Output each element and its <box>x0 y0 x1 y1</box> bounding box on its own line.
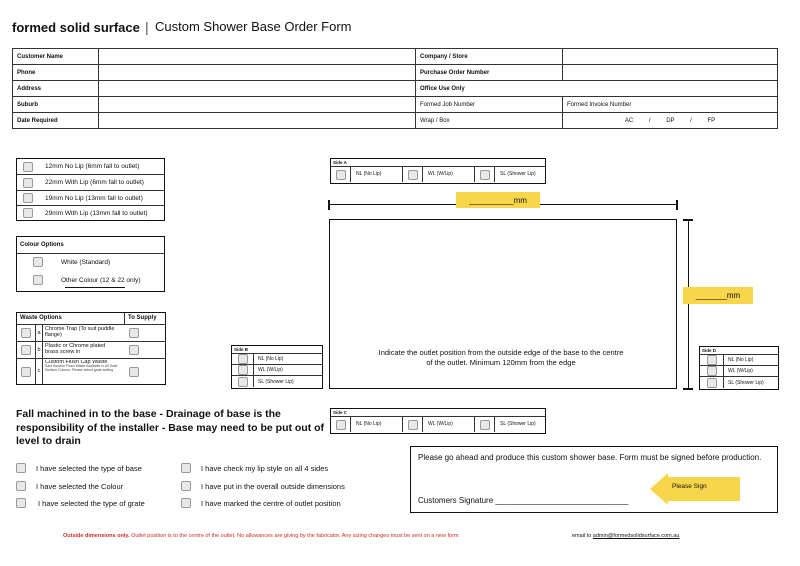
checkbox[interactable] <box>408 170 418 180</box>
checklist-item[interactable]: I have selected the type of grate <box>16 498 145 508</box>
checkbox[interactable] <box>16 481 26 491</box>
top-dimension-field[interactable]: __________mm <box>456 192 540 208</box>
checkbox[interactable] <box>238 377 248 387</box>
phone-label: Phone <box>13 65 99 81</box>
waste-options-title: Waste Options <box>17 313 125 325</box>
waste-option-row[interactable]: b Plastic or Chrome plated brass screw in <box>17 342 165 359</box>
footer-warning: Outside dimensions only. Outlet position is to the centre of the outlet. No allowances are giving by the fabricator. Any sizing changes must be sent on a new form <box>63 533 459 539</box>
dim-tick <box>683 388 693 390</box>
phone-field[interactable] <box>99 65 416 81</box>
checkbox[interactable] <box>480 170 490 180</box>
date-required-field[interactable] <box>99 113 416 129</box>
job-number-label: Formed Job Number <box>416 97 563 113</box>
checkbox[interactable] <box>707 378 717 388</box>
lip-option-row[interactable]: 19mm No Lip (13mm fall to outlet) <box>17 190 164 205</box>
checkbox[interactable] <box>336 170 346 180</box>
checkbox[interactable] <box>181 481 191 491</box>
waste-option-row[interactable]: a Chrome Trap (To suit puddle flange) <box>17 325 165 342</box>
checkbox[interactable] <box>480 420 490 430</box>
fp-code[interactable]: FP <box>707 117 716 124</box>
customer-info-table <box>12 48 778 129</box>
lip-option-row[interactable]: 12mm No Lip (6mm fall to outlet) <box>17 159 164 174</box>
side-b-table: Side B NL (No Lip) WL (W/Lip) SL (Shower Lip) <box>231 345 323 389</box>
checkbox[interactable] <box>33 257 43 267</box>
title-separator: | <box>145 19 149 35</box>
po-number-field[interactable] <box>563 65 778 81</box>
dim-tick <box>328 200 330 210</box>
waste-options-box <box>16 312 166 385</box>
dim-line <box>540 204 676 205</box>
address-label: Address <box>13 81 99 97</box>
address-field[interactable] <box>99 81 416 97</box>
checkbox[interactable] <box>16 463 26 473</box>
customer-name-label: Customer Name <box>13 49 99 65</box>
ac-code[interactable]: AC <box>624 117 634 124</box>
checkbox[interactable] <box>33 275 43 285</box>
checkbox[interactable] <box>21 367 31 377</box>
wrap-box-label: Wrap / Box <box>416 113 563 129</box>
dim-line <box>688 304 689 389</box>
colour-options-title: Colour Options <box>20 242 64 248</box>
side-a-table: Side A NL (No Lip) WL (W/Lip) SL (Shower Lip) <box>330 158 546 184</box>
finish-codes: AC / DP / FP <box>563 113 778 129</box>
dim-line <box>330 204 456 205</box>
outlet-instruction: Indicate the outlet position from the outside edge of the base to the centre of the outlet. Minimum 120mm from the edge <box>378 348 624 367</box>
right-dimension-field[interactable]: _______mm <box>683 287 753 304</box>
supply-checkbox[interactable] <box>129 345 139 355</box>
lip-options-box <box>16 158 165 221</box>
checkbox[interactable] <box>21 328 31 338</box>
checkbox[interactable] <box>181 463 191 473</box>
checkbox[interactable] <box>707 355 717 365</box>
suburb-field[interactable] <box>99 97 416 113</box>
waste-option-row[interactable]: c Custom Flush Cap Waste Said Surface Flush Waste Available in All Solid Surface Colours. Please select grate setting <box>17 359 165 384</box>
checkbox[interactable] <box>238 354 248 364</box>
colour-other-row[interactable]: Other Colour (12 & 22 only) <box>17 270 140 290</box>
checklist-item[interactable]: I have selected the type of base <box>16 463 142 473</box>
checkbox[interactable] <box>23 193 33 203</box>
signature-label: Customers Signature ________________________________ <box>418 496 629 505</box>
base-drawing-area[interactable] <box>329 219 677 389</box>
footer-email: email to admin@formedsolidsurface.com.au <box>572 533 680 539</box>
checkbox[interactable] <box>707 366 717 376</box>
checkbox[interactable] <box>23 178 33 188</box>
colour-options-box <box>16 236 165 292</box>
po-number-label: Purchase Order Number <box>416 65 563 81</box>
production-notice: Please go ahead and produce this custom shower base. Form must be signed before production. <box>418 453 762 462</box>
checklist-item[interactable]: I have put in the overall outside dimensions <box>181 481 345 491</box>
dim-tick <box>676 200 678 210</box>
side-c-table: Side C NL (No Lip) WL (W/Lip) SL (Shower Lip) <box>330 408 546 434</box>
lip-option-row[interactable]: 29mm With Lip (13mm fall to outlet) <box>17 205 164 220</box>
drainage-notice: Fall machined in to the base - Drainage of base is the responsibility of the installer - Base may need to be put out of level to drain <box>16 408 325 448</box>
office-use-label: Office Use Only <box>416 81 778 97</box>
company-label: Company / Store <box>416 49 563 65</box>
checkbox[interactable] <box>21 345 31 355</box>
company-field[interactable] <box>563 49 778 65</box>
checkbox[interactable] <box>23 162 33 172</box>
email-link[interactable]: admin@formedsolidsurface.com.au <box>592 533 680 539</box>
date-required-label: Date Required <box>13 113 99 129</box>
checkbox[interactable] <box>238 365 248 375</box>
supply-checkbox[interactable] <box>129 367 139 377</box>
colour-white-row[interactable]: White (Standard) <box>17 253 164 270</box>
side-d-table: Side D NL (No Lip) WL (W/Lip) SL (Shower Lip) <box>699 346 779 390</box>
dp-code[interactable]: DP <box>666 117 675 124</box>
supply-checkbox[interactable] <box>129 328 139 338</box>
page-title: Custom Shower Base Order Form <box>155 19 352 34</box>
customer-name-field[interactable] <box>99 49 416 65</box>
please-sign-label: Please Sign <box>672 483 707 490</box>
checkbox[interactable] <box>181 498 191 508</box>
to-supply-title: To Supply <box>125 313 165 325</box>
checkbox[interactable] <box>23 208 33 218</box>
other-colour-line[interactable] <box>65 287 125 288</box>
checkbox[interactable] <box>408 420 418 430</box>
dim-line <box>688 220 689 287</box>
checkbox[interactable] <box>336 420 346 430</box>
invoice-number-label: Formed Invoice Number <box>563 97 778 113</box>
checklist-item[interactable]: I have selected the Colour <box>16 481 123 491</box>
brand-name: formed solid surface <box>12 20 140 35</box>
checklist-item[interactable]: I have marked the centre of outlet position <box>181 498 341 508</box>
checklist-item[interactable]: I have check my lip style on all 4 sides <box>181 463 328 473</box>
checkbox[interactable] <box>16 498 26 508</box>
suburb-label: Suburb <box>13 97 99 113</box>
lip-option-row[interactable]: 22mm With Lip (6mm fall to outlet) <box>17 174 164 190</box>
signature-line[interactable]: ________________________________ <box>495 496 629 505</box>
